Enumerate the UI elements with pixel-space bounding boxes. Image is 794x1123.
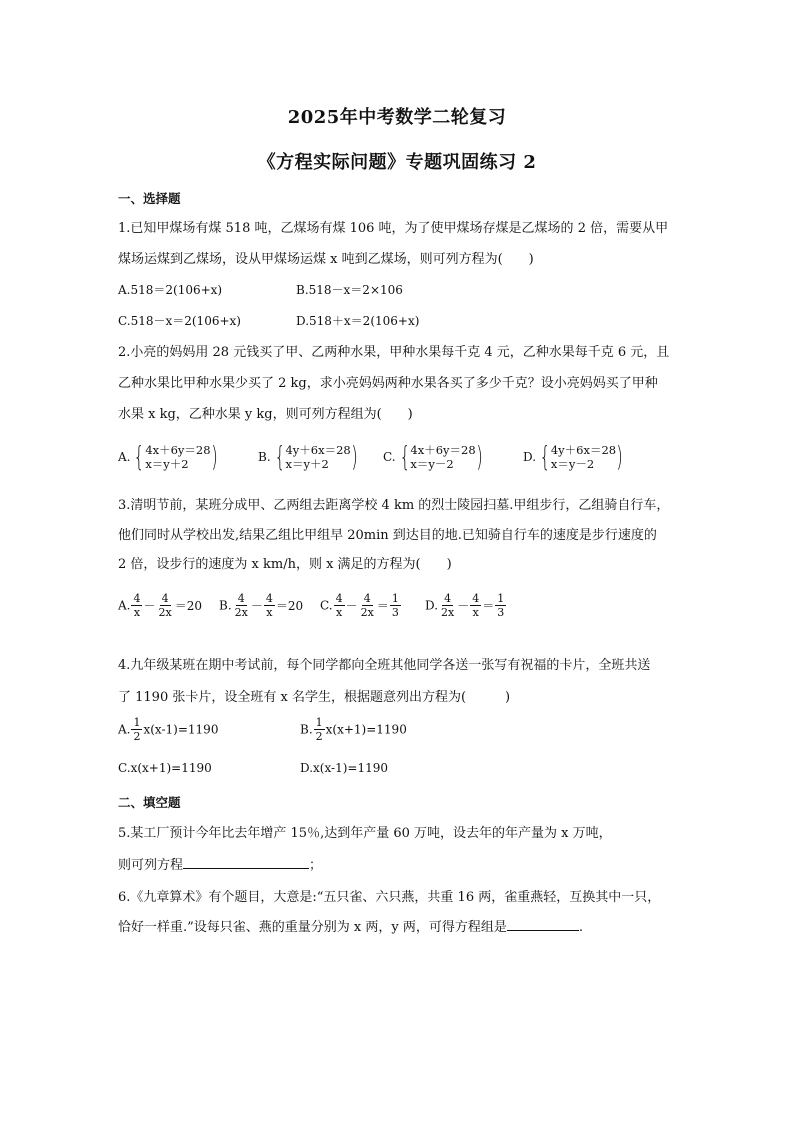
question-2-line-1: 2.小亮的妈妈用 28 元钱买了甲、乙两种水果，甲种水果每千克 4 元，乙种水果每千克 6 元，且 (118, 345, 670, 360)
fraction: $\frac{4}{x}$ (472, 592, 480, 619)
system-row: x＝y－2 (410, 457, 454, 471)
question-6-line-1: 6.《九章算术》有个题目，大意是:“五只雀、六只燕，共重 16 两，雀重燕轻，互换其中一只， (118, 890, 661, 905)
question-6-text: 恰好一样重.”设每只雀、燕的重量分别为 x 两，y 两，可得方程组是 (118, 920, 507, 935)
question-1-option-d: D.518＋x＝2(106+x) (296, 314, 420, 328)
option-label: A. (118, 450, 131, 464)
question-1-option-a: A.518＝2(106+x) (118, 283, 223, 297)
page-subtitle: 《方程实际问题》专题巩固练习 2 (257, 152, 537, 173)
option-label: D. (425, 598, 439, 613)
question-5-text: 则可列方程 (118, 858, 184, 873)
system-row: 4y＋6x＝28 (550, 443, 617, 457)
option-label: B. (258, 450, 271, 464)
question-5-line-1: 5.某工厂预计今年比去年增产 15％,达到年产量 60 万吨，设去年的年产量为 x 万吨， (118, 826, 612, 841)
question-1-line-1: 1.已知甲煤场有煤 518 吨，乙煤场有煤 106 吨，为了使甲煤场存煤是乙煤场的 2 倍，需要从甲 (118, 221, 669, 236)
fraction: $\frac{1}{2}$ (315, 716, 323, 743)
question-4-option-a: A. $\frac{1}{2}$ x(x-1)=1190 (118, 716, 219, 743)
fraction: $\frac{4}{2x}$ (234, 592, 248, 619)
fraction: $\frac{4}{2x}$ (441, 592, 455, 619)
system-row: x＝y＋2 (145, 457, 189, 471)
equation-system: { 4y＋6x＝28 x＝y－2 ) (539, 440, 623, 473)
option-label: B. (219, 598, 232, 613)
question-2-line-3: 水果 x kg，乙种水果 y kg，则可列方程组为( ) (118, 407, 413, 422)
question-4-option-d: D.x(x-1)=1190 (300, 761, 388, 775)
page-title: 2025年中考数学二轮复习 (287, 107, 507, 128)
question-3-line-3: 2 倍，设步行的速度为 x km/h，则 x 满足的方程为( ) (118, 557, 452, 572)
question-3-line-1: 3.清明节前，某班分成甲、乙两组去距离学校 4 km 的烈士陵园扫墓.甲组步行，乙组骑自行车， (118, 498, 670, 513)
option-label: C. (320, 598, 333, 613)
option-label: D. (523, 450, 537, 464)
question-4-option-b: B. $\frac{1}{2}$ x(x+1)=1190 (300, 716, 407, 743)
question-4-line-1: 4.九年级某班在期中考试前，每个同学都向全班其他同学各送一张写有祝福的卡片，全班共送 (118, 658, 651, 673)
question-6-end: . (578, 920, 583, 935)
question-2-option-b (258, 440, 360, 473)
question-3-option-c: C. $\frac{4}{x}$ － $\frac{4}{2x}$ ＝ $\frac{1}{3}$ (320, 592, 399, 619)
option-label: C. (383, 450, 396, 464)
fraction: $\frac{1}{3}$ (391, 592, 399, 619)
answer-blank[interactable] (507, 916, 579, 931)
question-3-line-2: 他们同时从学校出发,结果乙组比甲组早 20min 到达目的地.已知骑自行车的速度是步行速度的 (118, 528, 657, 543)
equation-system: { 4y＋6x＝28 x＝y＋2 ) (274, 440, 358, 473)
question-2-option-d (523, 440, 625, 473)
question-1-option-c: C.518－x＝2(106+x) (118, 314, 241, 328)
fraction: $\frac{4}{2x}$ (360, 592, 374, 619)
question-5-line-2 (118, 854, 322, 873)
fraction: $\frac{4}{2x}$ (158, 592, 172, 619)
system-row: 4x＋6y＝28 (410, 443, 476, 457)
fraction: $\frac{4}{x}$ (133, 592, 141, 619)
fraction: $\frac{4}{x}$ (335, 592, 343, 619)
option-label: A. (118, 598, 131, 613)
question-6-line-2 (118, 916, 583, 935)
question-2-option-a (118, 440, 220, 473)
question-2-line-2: 乙种水果比甲种水果少买了 2 kg，求小亮妈妈两种水果各买了多少千克？设小亮妈妈买了甲种 (118, 376, 658, 391)
system-row: 4y＋6x＝28 (285, 443, 351, 457)
question-4-option-c: C.x(x+1)=1190 (118, 761, 212, 775)
system-row: 4x＋6y＝28 (145, 443, 211, 457)
question-5-end: ； (309, 858, 323, 873)
system-row: x＝y＋2 (285, 457, 329, 471)
answer-blank[interactable] (183, 854, 309, 869)
question-4-line-2: 了 1190 张卡片，设全班有 x 名学生，根据题意列出方程为( ) (118, 690, 511, 705)
option-label: A. (118, 722, 131, 737)
question-1-line-2: 煤场运煤到乙煤场，设从甲煤场运煤 x 吨到乙煤场，则可列方程为( ) (118, 252, 534, 267)
question-1-option-b: B.518－x＝2×106 (296, 283, 403, 297)
system-row: x＝y－2 (550, 457, 595, 471)
section-heading-choice: 一、选择题 (118, 191, 181, 206)
question-3-option-b: B. $\frac{4}{2x}$ － $\frac{4}{x}$ ＝20 (219, 592, 304, 619)
fraction: $\frac{4}{x}$ (265, 592, 273, 619)
option-label: B. (300, 722, 313, 737)
question-3-option-d: D. $\frac{4}{2x}$ － $\frac{4}{x}$ ＝ $\frac{1}{3}$ (425, 592, 505, 619)
fraction: $\frac{1}{3}$ (497, 592, 505, 619)
question-3-option-a: A. $\frac{4}{x}$ － $\frac{4}{2x}$ ＝20 (118, 592, 202, 619)
question-2-option-c (383, 440, 485, 473)
fraction: $\frac{1}{2}$ (133, 716, 141, 743)
equation-system: { 4x＋6y＝28 x＝y＋2 ) (134, 440, 218, 473)
section-heading-fill: 二、填空题 (118, 795, 181, 810)
equation-system: { 4x＋6y＝28 x＝y－2 ) (399, 440, 483, 473)
